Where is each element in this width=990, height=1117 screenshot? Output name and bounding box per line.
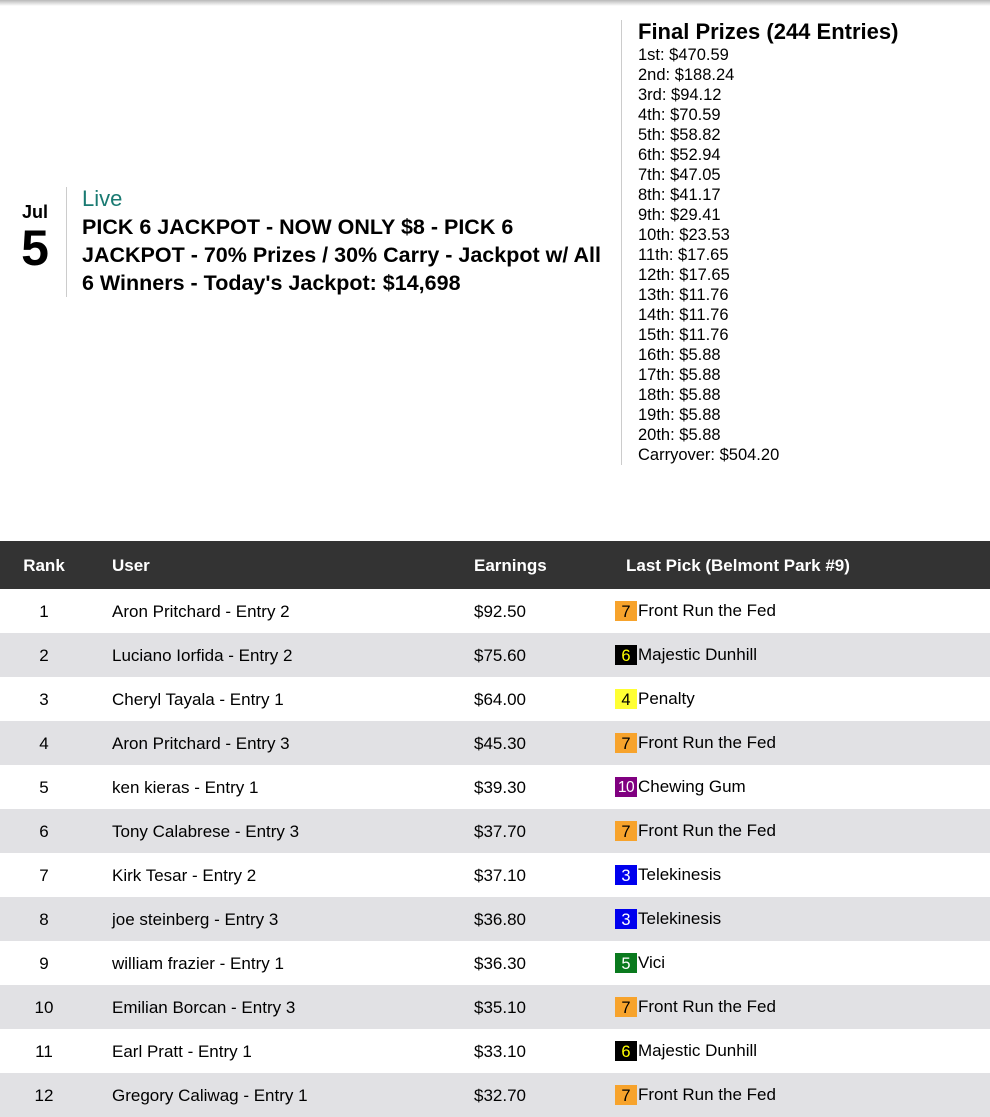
program-number-badge: 7 <box>615 733 637 753</box>
row-rank: 4 <box>39 734 49 753</box>
row-rank: 12 <box>34 1086 54 1105</box>
program-number-badge: 10 <box>615 777 637 797</box>
horse-name: Front Run the Fed <box>638 996 776 1016</box>
program-number-badge: 7 <box>615 997 637 1017</box>
horse-name: Majestic Dunhill <box>638 1040 758 1060</box>
row-earnings: $39.30 <box>474 778 526 797</box>
prize-line: 13th: $11.76 <box>638 286 729 304</box>
program-number-badge: 7 <box>615 1085 637 1105</box>
row-rank: 8 <box>39 910 49 929</box>
horse-name: Front Run the Fed <box>638 732 776 752</box>
row-last-pick <box>615 908 721 929</box>
row-rank: 9 <box>39 954 49 973</box>
prize-line: 20th: $5.88 <box>638 426 721 444</box>
program-number-badge: 6 <box>615 1041 637 1061</box>
row-rank: 6 <box>39 822 49 841</box>
header-rank[interactable]: Rank <box>23 556 65 575</box>
horse-name: Front Run the Fed <box>638 1084 776 1104</box>
program-number-badge: 5 <box>615 953 637 973</box>
row-last-pick <box>615 820 776 841</box>
row-earnings: $32.70 <box>474 1086 526 1105</box>
row-user[interactable]: ken kieras - Entry 1 <box>112 778 259 797</box>
event-date <box>0 202 70 276</box>
row-earnings: $64.00 <box>474 690 526 709</box>
row-last-pick <box>615 1040 757 1061</box>
prize-line: 10th: $23.53 <box>638 226 730 244</box>
prize-line: 5th: $58.82 <box>638 126 721 144</box>
row-user[interactable]: Emilian Borcan - Entry 3 <box>112 998 296 1017</box>
event-month: Jul <box>21 202 48 222</box>
header-last-pick[interactable]: Last Pick (Belmont Park #9) <box>626 556 850 575</box>
row-user[interactable]: Earl Pratt - Entry 1 <box>112 1042 252 1061</box>
program-number-badge: 3 <box>615 909 637 929</box>
final-prizes <box>621 20 981 465</box>
row-earnings: $37.70 <box>474 822 526 841</box>
row-user[interactable]: Cheryl Tayala - Entry 1 <box>112 690 284 709</box>
table-row[interactable] <box>0 1029 990 1073</box>
prize-line: 19th: $5.88 <box>638 406 721 424</box>
row-rank: 7 <box>39 866 49 885</box>
horse-name: Majestic Dunhill <box>638 644 758 664</box>
row-last-pick <box>615 952 665 973</box>
header-user[interactable]: User <box>112 556 150 575</box>
program-number-badge: 3 <box>615 865 637 885</box>
row-earnings: $75.60 <box>474 646 526 665</box>
prize-line: 17th: $5.88 <box>638 366 721 384</box>
row-user[interactable]: Tony Calabrese - Entry 3 <box>112 822 300 841</box>
table-row[interactable] <box>0 721 990 765</box>
horse-name: Front Run the Fed <box>638 600 776 620</box>
row-last-pick <box>615 644 757 665</box>
row-last-pick <box>615 1084 776 1105</box>
prize-line: 16th: $5.88 <box>638 346 721 364</box>
row-rank: 2 <box>39 646 49 665</box>
row-earnings: $36.80 <box>474 910 526 929</box>
event-info <box>66 187 606 297</box>
prize-line: 14th: $11.76 <box>638 306 729 324</box>
row-last-pick <box>615 776 746 797</box>
row-rank: 1 <box>39 602 49 621</box>
row-user[interactable]: Aron Pritchard - Entry 2 <box>112 602 290 621</box>
horse-name: Telekinesis <box>638 908 722 928</box>
row-last-pick <box>615 864 721 885</box>
table-row[interactable] <box>0 809 990 853</box>
leaderboard-table <box>0 541 990 1117</box>
row-user[interactable]: joe steinberg - Entry 3 <box>112 910 279 929</box>
event-status: Live <box>82 186 123 211</box>
table-row[interactable] <box>0 897 990 941</box>
prize-line: Carryover: $504.20 <box>638 446 780 464</box>
row-earnings: $36.30 <box>474 954 526 973</box>
prize-line: 7th: $47.05 <box>638 166 721 184</box>
prize-line: 12th: $17.65 <box>638 266 730 284</box>
event-title[interactable]: PICK 6 JACKPOT - NOW ONLY $8 - PICK 6 JACKPOT - 70% Prizes / 30% Carry - Jackpot w/ All 6 Winners - Today's Jackpot: $14,698 <box>82 215 601 295</box>
top-shadow <box>0 0 990 6</box>
row-earnings: $45.30 <box>474 734 526 753</box>
horse-name: Vici <box>638 952 666 972</box>
table-row[interactable] <box>0 985 990 1029</box>
prize-line: 1st: $470.59 <box>638 46 729 64</box>
prize-line: 11th: $17.65 <box>638 246 729 264</box>
horse-name: Front Run the Fed <box>638 820 776 840</box>
table-row[interactable] <box>0 589 990 633</box>
prize-line: 4th: $70.59 <box>638 106 721 124</box>
row-user[interactable]: Gregory Caliwag - Entry 1 <box>112 1086 308 1105</box>
row-earnings: $37.10 <box>474 866 526 885</box>
row-user[interactable]: Luciano Iorfida - Entry 2 <box>112 646 293 665</box>
row-earnings: $35.10 <box>474 998 526 1017</box>
row-user[interactable]: Kirk Tesar - Entry 2 <box>112 866 257 885</box>
horse-name: Penalty <box>638 688 695 708</box>
prize-line: 18th: $5.88 <box>638 386 721 404</box>
program-number-badge: 6 <box>615 645 637 665</box>
row-user[interactable]: william frazier - Entry 1 <box>112 954 284 973</box>
program-number-badge: 7 <box>615 601 637 621</box>
row-earnings: $92.50 <box>474 602 526 621</box>
row-rank: 3 <box>39 690 49 709</box>
row-last-pick <box>615 996 776 1017</box>
program-number-badge: 7 <box>615 821 637 841</box>
row-user[interactable]: Aron Pritchard - Entry 3 <box>112 734 290 753</box>
row-last-pick <box>615 600 776 621</box>
table-row[interactable] <box>0 677 990 721</box>
table-row[interactable] <box>0 1073 990 1117</box>
row-rank: 10 <box>34 998 54 1017</box>
table-header <box>0 541 990 589</box>
prize-line: 2nd: $188.24 <box>638 66 735 84</box>
event-day: 5 <box>21 220 49 276</box>
prize-line: 3rd: $94.12 <box>638 86 722 104</box>
row-rank: 5 <box>39 778 49 797</box>
row-earnings: $33.10 <box>474 1042 526 1061</box>
row-last-pick <box>615 732 776 753</box>
prizes-title: Final Prizes (244 Entries) <box>638 19 899 44</box>
table-row[interactable] <box>0 941 990 985</box>
prize-line: 9th: $29.41 <box>638 206 721 224</box>
horse-name: Chewing Gum <box>638 776 746 796</box>
prize-line: 8th: $41.17 <box>638 186 721 204</box>
program-number-badge: 4 <box>615 689 637 709</box>
prize-line: 6th: $52.94 <box>638 146 721 164</box>
header-earnings[interactable]: Earnings <box>474 556 547 575</box>
row-rank: 11 <box>35 1042 53 1061</box>
table-row[interactable] <box>0 853 990 897</box>
table-row[interactable] <box>0 765 990 809</box>
row-last-pick <box>615 688 695 709</box>
prize-line: 15th: $11.76 <box>638 326 729 344</box>
table-body <box>0 589 990 1117</box>
table-row[interactable] <box>0 633 990 677</box>
prize-list <box>638 45 981 465</box>
horse-name: Telekinesis <box>638 864 722 884</box>
